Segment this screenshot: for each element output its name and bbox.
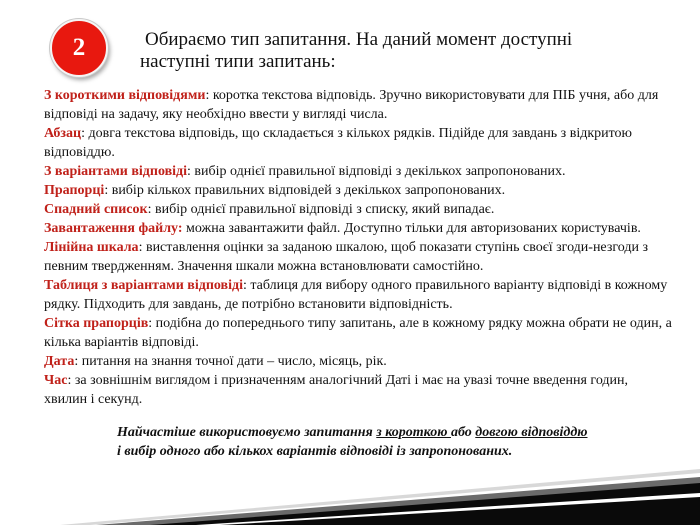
- description: вибір кількох правильних відповідей з декількох запропонованих.: [111, 183, 506, 198]
- question-type-choice-grid: [44, 276, 674, 314]
- intro-text: [140, 29, 610, 73]
- term: Дата: [44, 354, 75, 369]
- separator: :: [81, 126, 89, 141]
- separator: :: [104, 183, 112, 198]
- question-type-checkbox-grid: [44, 314, 674, 352]
- term: З варіантами відповіді: [44, 164, 188, 179]
- summary-note-line-2: і вибір одного або кількох варіантів відповіді із запропонованих.: [117, 444, 513, 459]
- summary-note-line-1: [117, 423, 657, 442]
- separator: :: [187, 164, 195, 179]
- step-number-badge: [50, 19, 108, 77]
- note-text: Найчастіше використовуємо запитання: [117, 425, 377, 440]
- term: Прапорці: [44, 183, 105, 198]
- question-type-multiple-choice: [44, 162, 674, 181]
- term: Завантаження файлу:: [44, 221, 183, 236]
- question-type-dropdown: [44, 200, 674, 219]
- term: Таблиця з варіантами відповіді: [44, 278, 243, 293]
- step-number: 2: [72, 34, 86, 61]
- description: подібна до попереднього типу запитань, але в кожному рядку можна обрати не один, а кілька варіантів відповіді.: [44, 316, 672, 350]
- question-type-linear-scale: [44, 238, 674, 276]
- separator: :: [205, 88, 213, 103]
- question-type-file-upload: [44, 219, 674, 238]
- term: Спадний список: [44, 202, 148, 217]
- stripe-light: [60, 469, 700, 525]
- description: довга текстова відповідь, що складається з кількох рядків. Підійде для завдань з відкритою відповіддю.: [44, 126, 633, 160]
- intro-line-1: Обираємо тип запитання. На даний момент доступні: [145, 29, 573, 50]
- note-text: або: [450, 425, 476, 440]
- intro-line-2: наступні типи запитань:: [140, 51, 336, 72]
- description: можна завантажити файл. Доступно тільки для авторизованих користувачів.: [186, 221, 641, 236]
- note-underlined-short: з короткою: [376, 425, 451, 440]
- question-type-paragraph: [44, 124, 674, 162]
- separator: :: [138, 240, 146, 255]
- description: виставлення оцінки за заданою шкалою, щоб показати ступінь своєї згоди-незгоди з певним твердженням. Значення шкали можна встановлювати самостійно.: [44, 240, 648, 274]
- description: вибір однієї правильної відповіді з списку, який випадає.: [154, 202, 495, 217]
- term: Лінійна шкала: [44, 240, 139, 255]
- term: З короткими відповідями: [44, 88, 206, 103]
- description: вибір однієї правильної відповіді з декількох запропонованих.: [194, 164, 566, 179]
- question-type-checkboxes: [44, 181, 674, 200]
- question-type-time: [44, 371, 674, 409]
- separator: :: [148, 316, 156, 331]
- stripe-gray: [96, 477, 700, 525]
- description: за зовнішнім виглядом і призначенням аналогічний Даті і має на увазі точне введення годин, хвилин і секунд.: [44, 373, 629, 407]
- separator: :: [74, 354, 82, 369]
- description: таблиця для вибору одного правильного варіанту відповіді в кожному рядку. Підходить для завдань, де потрібно встановити відповідність.: [44, 278, 668, 312]
- question-types-list: [44, 86, 674, 409]
- description: коротка текстова відповідь. Зручно використовувати для ПІБ учня, або для відповіді на задачу, яку необхідно ввести у вигляді числа.: [44, 88, 659, 122]
- summary-note: [117, 423, 657, 461]
- question-type-date: [44, 352, 674, 371]
- term: Час: [44, 373, 68, 388]
- description: питання на знання точної дати – число, місяць, рік.: [81, 354, 387, 369]
- term: Абзац: [44, 126, 82, 141]
- separator: :: [147, 202, 155, 217]
- stripe-black: [150, 483, 700, 525]
- note-underlined-long: довгою відповіддю: [475, 425, 588, 440]
- stripe-white-gap: [196, 493, 700, 525]
- question-type-short-answer: [44, 86, 674, 124]
- term: Сітка прапорців: [44, 316, 149, 331]
- separator: :: [242, 278, 251, 293]
- separator: :: [67, 373, 75, 388]
